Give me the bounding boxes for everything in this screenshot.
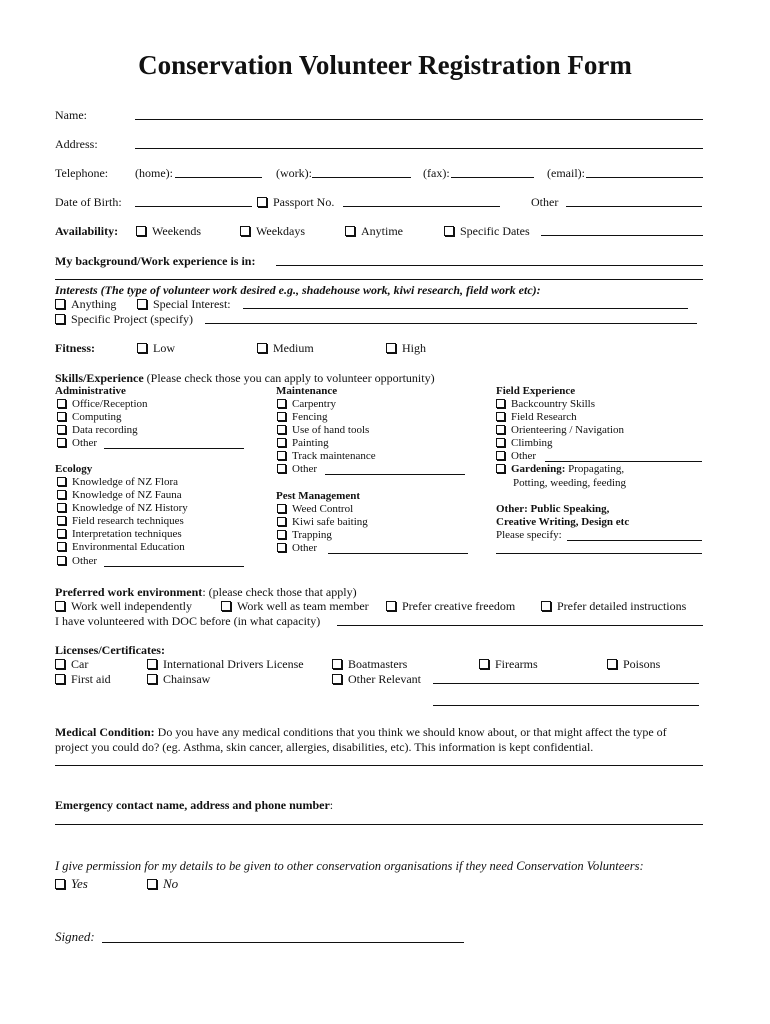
- skill-orienteering[interactable]: Orienteering / Navigation: [496, 424, 624, 436]
- please-specify-field[interactable]: [567, 540, 702, 541]
- emergency-label: Emergency contact name, address and phone number:: [55, 798, 334, 812]
- licenses-label: Licenses/Certificates:: [55, 643, 165, 657]
- checkbox-icon[interactable]: [147, 659, 157, 669]
- permission-yes[interactable]: Yes: [55, 876, 88, 892]
- interest-project[interactable]: Specific Project (specify): [55, 312, 193, 327]
- checkbox-icon[interactable]: [496, 425, 505, 434]
- checkbox-icon[interactable]: [221, 601, 231, 611]
- fitness-medium[interactable]: Medium: [257, 341, 314, 356]
- checkbox-icon[interactable]: [55, 314, 65, 324]
- environment-heading: Preferred work environment: (please check those that apply): [55, 585, 357, 599]
- license-other-field-2[interactable]: [433, 705, 699, 706]
- doc-experience-label: I have volunteered with DOC before (in what capacity): [55, 614, 321, 628]
- skill-weed-control[interactable]: Weed Control: [277, 503, 353, 515]
- license-boatmasters[interactable]: Boatmasters: [332, 657, 407, 672]
- checkbox-icon[interactable]: [57, 516, 66, 525]
- admin-other-field[interactable]: [104, 448, 244, 449]
- skill-office[interactable]: Office/Reception: [57, 398, 148, 410]
- background-label: My background/Work experience is in:: [55, 254, 256, 268]
- passport-field[interactable]: [343, 206, 500, 207]
- address-field[interactable]: [135, 148, 703, 149]
- checkbox-icon[interactable]: [496, 464, 505, 473]
- license-other[interactable]: Other Relevant: [332, 672, 421, 687]
- name-field[interactable]: [135, 119, 703, 120]
- checkbox-icon[interactable]: [332, 674, 342, 684]
- checkbox-icon[interactable]: [332, 659, 342, 669]
- name-label: Name:: [55, 108, 87, 122]
- skill-kiwi-baiting[interactable]: Kiwi safe baiting: [277, 516, 368, 528]
- checkbox-icon[interactable]: [257, 343, 267, 353]
- checkbox-icon[interactable]: [386, 601, 396, 611]
- form-title: Conservation Volunteer Registration Form: [138, 50, 632, 80]
- please-specify-field-2[interactable]: [496, 553, 702, 554]
- checkbox-icon[interactable]: [147, 879, 157, 889]
- checkbox-icon[interactable]: [386, 343, 396, 353]
- license-other-field[interactable]: [433, 683, 699, 684]
- skill-interpretation[interactable]: Interpretation techniques: [57, 528, 182, 540]
- medical-line1: Medical Condition: Do you have any medical conditions that you think we should know about, or that might affect the type of: [55, 725, 667, 739]
- fax-label: (fax):: [423, 166, 450, 180]
- permission-no[interactable]: No: [147, 876, 178, 892]
- availability-label: Availability:: [55, 224, 119, 238]
- background-field-2[interactable]: [55, 279, 703, 280]
- env-team-member[interactable]: Work well as team member: [221, 599, 369, 614]
- checkbox-icon[interactable]: [277, 425, 286, 434]
- fitness-high[interactable]: High: [386, 341, 426, 356]
- checkbox-icon[interactable]: [55, 299, 65, 309]
- checkbox-icon[interactable]: [277, 504, 286, 513]
- checkbox-icon[interactable]: [57, 438, 66, 447]
- skill-nz-flora[interactable]: Knowledge of NZ Flora: [57, 476, 178, 488]
- skill-gardening[interactable]: Gardening: Propagating,: [496, 463, 624, 475]
- checkbox-icon[interactable]: [136, 226, 146, 236]
- checkbox-icon[interactable]: [479, 659, 489, 669]
- passport-option[interactable]: Passport No.: [257, 195, 334, 210]
- checkbox-icon[interactable]: [277, 451, 286, 460]
- checkbox-icon[interactable]: [57, 556, 66, 565]
- skill-environmental-education[interactable]: Environmental Education: [57, 541, 185, 553]
- checkbox-icon[interactable]: [137, 299, 147, 309]
- checkbox-icon[interactable]: [444, 226, 454, 236]
- skill-climbing[interactable]: Climbing: [496, 437, 553, 449]
- doc-experience-field[interactable]: [337, 625, 703, 626]
- phone-work-field[interactable]: [312, 177, 411, 178]
- dob-field[interactable]: [135, 206, 252, 207]
- phone-home-label: (home):: [135, 166, 173, 180]
- skill-backcountry[interactable]: Backcountry Skills: [496, 398, 595, 410]
- checkbox-icon[interactable]: [496, 399, 505, 408]
- emergency-field[interactable]: [55, 824, 703, 825]
- skill-field-research-techniques[interactable]: Field research techniques: [57, 515, 184, 527]
- skill-carpentry[interactable]: Carpentry: [277, 398, 336, 410]
- email-label: (email):: [547, 166, 585, 180]
- fax-field[interactable]: [451, 177, 534, 178]
- skill-hand-tools[interactable]: Use of hand tools: [277, 424, 369, 436]
- fitness-low[interactable]: Low: [137, 341, 175, 356]
- checkbox-icon[interactable]: [57, 412, 66, 421]
- email-field[interactable]: [586, 177, 703, 178]
- signed-label: Signed:: [55, 929, 95, 944]
- checkbox-icon[interactable]: [277, 464, 286, 473]
- checkbox-icon[interactable]: [257, 197, 267, 207]
- availability-weekdays[interactable]: Weekdays: [240, 224, 305, 239]
- skill-track-maintenance[interactable]: Track maintenance: [277, 450, 376, 462]
- skill-field-other[interactable]: Other: [496, 450, 536, 462]
- checkbox-icon[interactable]: [147, 674, 157, 684]
- license-firearms[interactable]: Firearms: [479, 657, 538, 672]
- background-field[interactable]: [276, 265, 703, 266]
- specific-project-field[interactable]: [205, 323, 697, 324]
- skill-pest-other[interactable]: Other: [277, 542, 317, 554]
- checkbox-icon[interactable]: [137, 343, 147, 353]
- administrative-heading: Administrative: [55, 385, 126, 397]
- license-chainsaw[interactable]: Chainsaw: [147, 672, 210, 687]
- checkbox-icon[interactable]: [607, 659, 617, 669]
- skill-computing[interactable]: Computing: [57, 411, 122, 423]
- checkbox-icon[interactable]: [240, 226, 250, 236]
- pest-heading: Pest Management: [276, 490, 361, 502]
- checkbox-icon[interactable]: [57, 425, 66, 434]
- checkbox-icon[interactable]: [277, 530, 286, 539]
- env-creative-freedom[interactable]: Prefer creative freedom: [386, 599, 515, 614]
- availability-specific-dates[interactable]: Specific Dates: [444, 224, 530, 239]
- checkbox-icon[interactable]: [57, 490, 66, 499]
- permission-text: I give permission for my details to be given to other conservation organisations if they need Conservation Volunteers:: [55, 859, 644, 873]
- skill-maintenance-other[interactable]: Other: [277, 463, 317, 475]
- interest-anything[interactable]: Anything: [55, 297, 116, 312]
- checkbox-icon[interactable]: [345, 226, 355, 236]
- phone-work-label: (work):: [276, 166, 312, 180]
- checkbox-icon[interactable]: [496, 412, 505, 421]
- env-independent[interactable]: Work well independently: [55, 599, 192, 614]
- checkbox-icon[interactable]: [57, 503, 66, 512]
- ecology-other-field[interactable]: [104, 566, 244, 567]
- ecology-heading: Ecology: [55, 463, 93, 475]
- env-detailed-instructions[interactable]: Prefer detailed instructions: [541, 599, 686, 614]
- address-label: Address:: [55, 137, 98, 151]
- license-international[interactable]: International Drivers License: [147, 657, 304, 672]
- pest-other-field[interactable]: [328, 553, 468, 554]
- skill-nz-fauna[interactable]: Knowledge of NZ Fauna: [57, 489, 182, 501]
- field-other-field[interactable]: [545, 461, 702, 462]
- skill-painting[interactable]: Painting: [277, 437, 329, 449]
- checkbox-icon[interactable]: [277, 412, 286, 421]
- field-heading: Field Experience: [496, 385, 576, 397]
- checkbox-icon[interactable]: [541, 601, 551, 611]
- medical-field[interactable]: [55, 765, 703, 766]
- skills-heading: Skills/Experience (Please check those you can apply to volunteer opportunity): [55, 371, 435, 385]
- availability-weekends[interactable]: Weekends: [136, 224, 201, 239]
- skill-nz-history[interactable]: Knowledge of NZ History: [57, 502, 188, 514]
- checkbox-icon[interactable]: [496, 438, 505, 447]
- checkbox-icon[interactable]: [55, 674, 65, 684]
- skill-trapping[interactable]: Trapping: [277, 529, 332, 541]
- special-interest-field[interactable]: [243, 308, 688, 309]
- interest-special[interactable]: Special Interest:: [137, 297, 231, 312]
- maintenance-heading: Maintenance: [276, 385, 338, 397]
- checkbox-icon[interactable]: [55, 659, 65, 669]
- skill-field-research[interactable]: Field Research: [496, 411, 577, 423]
- checkbox-icon[interactable]: [277, 438, 286, 447]
- gardening-detail: Potting, weeding, feeding: [513, 477, 627, 489]
- license-poisons[interactable]: Poisons: [607, 657, 660, 672]
- other-id-field[interactable]: [566, 206, 702, 207]
- interests-label: Interests (The type of volunteer work desired e.g., shadehouse work, kiwi research, field work etc):: [55, 283, 541, 297]
- skill-fencing[interactable]: Fencing: [277, 411, 327, 423]
- medical-line2: project you could do? (eg. Asthma, skin cancer, allergies, disabilities, etc). This information is kept confidential.: [55, 740, 594, 754]
- checkbox-icon[interactable]: [57, 542, 66, 551]
- checkbox-icon[interactable]: [57, 529, 66, 538]
- checkbox-icon[interactable]: [496, 451, 505, 460]
- please-specify-label: Please specify:: [496, 529, 562, 541]
- checkbox-icon[interactable]: [57, 477, 66, 486]
- signature-field[interactable]: [102, 942, 464, 943]
- availability-anytime[interactable]: Anytime: [345, 224, 403, 239]
- phone-home-field[interactable]: [175, 177, 262, 178]
- skill-admin-other[interactable]: Other: [57, 437, 97, 449]
- checkbox-icon[interactable]: [277, 517, 286, 526]
- checkbox-icon[interactable]: [55, 601, 65, 611]
- license-car[interactable]: Car: [55, 657, 88, 672]
- other-id-label: Other: [531, 195, 559, 209]
- checkbox-icon[interactable]: [57, 399, 66, 408]
- skill-data-recording[interactable]: Data recording: [57, 424, 138, 436]
- maintenance-other-field[interactable]: [325, 474, 465, 475]
- other-skills-line2: Creative Writing, Design etc: [496, 516, 630, 528]
- other-skills-line1: Other: Public Speaking,: [496, 503, 610, 515]
- checkbox-icon[interactable]: [277, 543, 286, 552]
- dob-label: Date of Birth:: [55, 195, 122, 209]
- telephone-label: Telephone:: [55, 166, 109, 180]
- skill-ecology-other[interactable]: Other: [57, 555, 97, 567]
- checkbox-icon[interactable]: [277, 399, 286, 408]
- specific-dates-field[interactable]: [541, 235, 703, 236]
- fitness-label: Fitness:: [55, 341, 95, 355]
- license-first-aid[interactable]: First aid: [55, 672, 111, 687]
- checkbox-icon[interactable]: [55, 879, 65, 889]
